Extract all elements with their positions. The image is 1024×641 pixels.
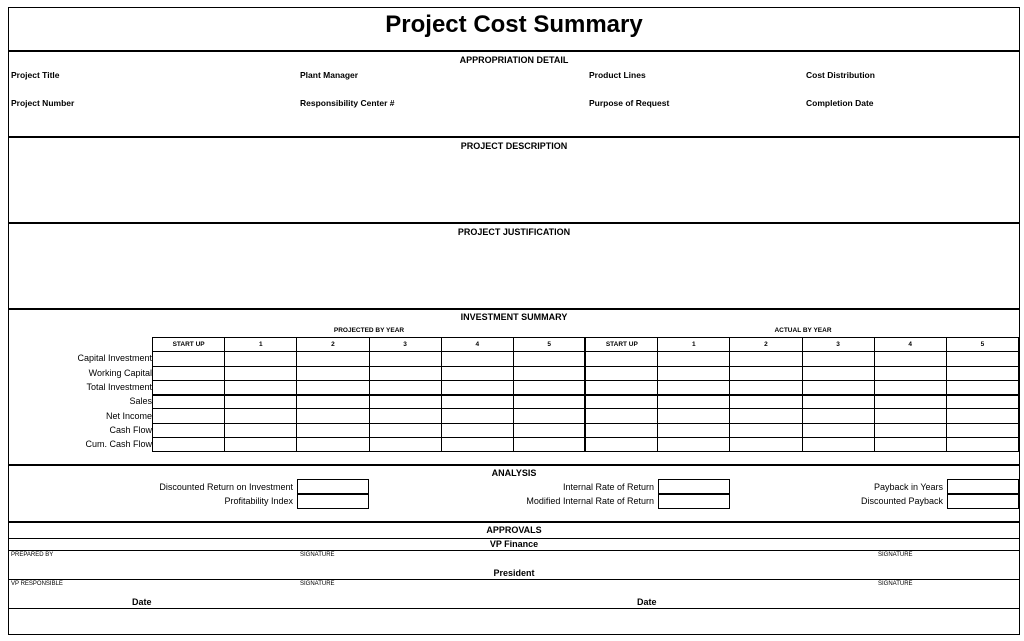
completion-date-label: Completion Date — [806, 98, 874, 108]
table-cell[interactable] — [874, 395, 946, 409]
table-cell[interactable] — [513, 380, 585, 394]
investment-table — [152, 337, 1019, 452]
column-header: START UP — [153, 338, 225, 352]
signature-label: SIGNATURE — [878, 552, 913, 558]
cost-summary-form — [8, 7, 1020, 635]
table-cell[interactable] — [441, 423, 513, 437]
table-cell[interactable] — [441, 409, 513, 423]
table-cell[interactable] — [297, 395, 369, 409]
table-cell[interactable] — [513, 438, 585, 452]
date-label: Date — [637, 597, 657, 607]
row-label-sales: Sales — [129, 396, 152, 406]
table-cell[interactable] — [369, 395, 441, 409]
table-cell[interactable] — [513, 423, 585, 437]
column-header: 4 — [441, 338, 513, 352]
row-label-capital-investment: Capital Investment — [77, 353, 152, 363]
justification-heading: PROJECT JUSTIFICATION — [457, 227, 571, 237]
date-label: Date — [132, 597, 152, 607]
table-cell[interactable] — [297, 352, 369, 366]
table-cell[interactable] — [369, 366, 441, 380]
cost-distribution-label: Cost Distribution — [806, 70, 875, 80]
table-cell[interactable] — [585, 409, 657, 423]
table-cell[interactable] — [585, 395, 657, 409]
table-cell[interactable] — [730, 438, 802, 452]
project-number-label: Project Number — [11, 98, 75, 108]
divider — [9, 608, 1019, 609]
table-cell[interactable] — [585, 366, 657, 380]
table-cell[interactable] — [225, 409, 297, 423]
table-cell[interactable] — [153, 366, 225, 380]
table-cell[interactable] — [225, 438, 297, 452]
table-cell[interactable] — [802, 409, 874, 423]
table-cell[interactable] — [297, 409, 369, 423]
table-cell[interactable] — [441, 438, 513, 452]
table-cell[interactable] — [441, 352, 513, 366]
table-header-row — [153, 338, 1019, 352]
table-cell[interactable] — [585, 352, 657, 366]
row-label-working-capital: Working Capital — [88, 368, 152, 378]
table-cell[interactable] — [946, 423, 1018, 437]
table-cell[interactable] — [802, 423, 874, 437]
purpose-of-request-label: Purpose of Request — [589, 98, 670, 108]
discounted-payback-input[interactable] — [947, 494, 1019, 509]
column-header: 1 — [658, 338, 730, 352]
table-row — [153, 380, 1019, 394]
vp-finance-label: VP Finance — [489, 539, 539, 549]
actual-by-year-label: ACTUAL BY YEAR — [774, 327, 832, 334]
column-header: 2 — [297, 338, 369, 352]
payback-years-input[interactable] — [947, 479, 1019, 494]
table-cell[interactable] — [153, 438, 225, 452]
table-cell[interactable] — [153, 352, 225, 366]
table-cell[interactable] — [585, 438, 657, 452]
payback-years-label: Payback in Years — [873, 482, 943, 492]
table-cell[interactable] — [874, 352, 946, 366]
table-cell[interactable] — [874, 380, 946, 394]
analysis-heading: ANALYSIS — [491, 468, 537, 478]
signature-label: SIGNATURE — [878, 581, 913, 587]
table-cell[interactable] — [802, 395, 874, 409]
row-label-cash-flow: Cash Flow — [109, 425, 152, 435]
table-cell[interactable] — [658, 423, 730, 437]
table-cell[interactable] — [297, 423, 369, 437]
description-heading: PROJECT DESCRIPTION — [460, 141, 568, 151]
prepared-by-label: PREPARED BY — [11, 552, 54, 558]
table-cell[interactable] — [658, 352, 730, 366]
table-row — [153, 352, 1019, 366]
divider — [9, 550, 1019, 551]
discounted-payback-label: Discounted Payback — [860, 496, 943, 506]
table-cell[interactable] — [802, 380, 874, 394]
row-label-net-income: Net Income — [105, 411, 152, 421]
table-cell[interactable] — [225, 423, 297, 437]
table-cell[interactable] — [658, 409, 730, 423]
table-cell[interactable] — [225, 380, 297, 394]
discounted-roi-label: Discounted Return on Investment — [159, 482, 293, 492]
table-cell[interactable] — [513, 366, 585, 380]
table-cell[interactable] — [297, 438, 369, 452]
table-cell[interactable] — [658, 366, 730, 380]
table-row — [153, 395, 1019, 409]
signature-label: SIGNATURE — [300, 581, 335, 587]
project-title-label: Project Title — [11, 70, 60, 80]
table-cell[interactable] — [730, 366, 802, 380]
president-label: President — [493, 568, 535, 578]
table-cell[interactable] — [225, 366, 297, 380]
table-cell[interactable] — [658, 380, 730, 394]
table-cell[interactable] — [658, 395, 730, 409]
row-label-total-investment: Total Investment — [86, 382, 152, 392]
table-cell[interactable] — [802, 366, 874, 380]
plant-manager-label: Plant Manager — [300, 70, 359, 80]
mirr-input[interactable] — [658, 494, 730, 509]
page-title: Project Cost Summary — [385, 11, 643, 38]
table-cell[interactable] — [153, 380, 225, 394]
divider — [9, 308, 1019, 310]
table-cell[interactable] — [225, 352, 297, 366]
table-cell[interactable] — [946, 380, 1018, 394]
vp-responsible-label: VP RESPONSIBLE — [11, 581, 63, 587]
table-cell[interactable] — [153, 395, 225, 409]
column-header: 1 — [225, 338, 297, 352]
divider — [9, 521, 1019, 523]
table-cell[interactable] — [874, 423, 946, 437]
investment-heading: INVESTMENT SUMMARY — [460, 312, 568, 322]
table-cell[interactable] — [730, 395, 802, 409]
profitability-index-input[interactable] — [297, 494, 369, 509]
table-cell[interactable] — [441, 380, 513, 394]
table-cell[interactable] — [874, 409, 946, 423]
table-cell[interactable] — [369, 352, 441, 366]
table-cell[interactable] — [585, 380, 657, 394]
column-header: 4 — [874, 338, 946, 352]
table-row — [153, 438, 1019, 452]
table-cell[interactable] — [369, 409, 441, 423]
table-cell[interactable] — [441, 395, 513, 409]
table-row — [153, 409, 1019, 423]
signature-label: SIGNATURE — [300, 552, 335, 558]
table-cell[interactable] — [297, 380, 369, 394]
appropriation-heading: APPROPRIATION DETAIL — [459, 55, 569, 65]
approvals-heading: APPROVALS — [486, 525, 542, 535]
divider — [9, 579, 1019, 580]
table-cell[interactable] — [153, 423, 225, 437]
column-header: START UP — [585, 338, 657, 352]
table-cell[interactable] — [297, 366, 369, 380]
table-cell[interactable] — [369, 423, 441, 437]
column-header: 3 — [369, 338, 441, 352]
table-cell[interactable] — [153, 409, 225, 423]
table-cell[interactable] — [585, 423, 657, 437]
table-cell[interactable] — [730, 409, 802, 423]
column-header: 3 — [802, 338, 874, 352]
table-cell[interactable] — [369, 380, 441, 394]
divider — [9, 222, 1019, 224]
product-lines-label: Product Lines — [589, 70, 646, 80]
table-cell[interactable] — [730, 380, 802, 394]
table-cell[interactable] — [513, 395, 585, 409]
table-cell[interactable] — [802, 352, 874, 366]
table-cell[interactable] — [225, 395, 297, 409]
table-cell[interactable] — [946, 409, 1018, 423]
column-header: 5 — [513, 338, 585, 352]
irr-input[interactable] — [658, 479, 730, 494]
divider — [9, 50, 1019, 52]
responsibility-center-label: Responsibility Center # — [300, 98, 395, 108]
mirr-label: Modified Internal Rate of Return — [526, 496, 654, 506]
table-cell[interactable] — [730, 423, 802, 437]
table-cell[interactable] — [946, 395, 1018, 409]
column-header: 5 — [946, 338, 1018, 352]
table-cell[interactable] — [441, 366, 513, 380]
divider — [9, 464, 1019, 466]
table-cell[interactable] — [730, 352, 802, 366]
column-header: 2 — [730, 338, 802, 352]
table-cell[interactable] — [802, 438, 874, 452]
table-row — [153, 366, 1019, 380]
projected-by-year-label: PROJECTED BY YEAR — [333, 327, 405, 334]
table-cell[interactable] — [946, 352, 1018, 366]
table-cell[interactable] — [513, 409, 585, 423]
profitability-index-label: Profitability Index — [224, 496, 293, 506]
table-cell[interactable] — [369, 438, 441, 452]
table-cell[interactable] — [946, 366, 1018, 380]
table-cell[interactable] — [658, 438, 730, 452]
table-cell[interactable] — [946, 438, 1018, 452]
discounted-roi-input[interactable] — [297, 479, 369, 494]
row-label-cum-cash-flow: Cum. Cash Flow — [85, 439, 152, 449]
table-cell[interactable] — [874, 438, 946, 452]
table-row — [153, 423, 1019, 437]
divider — [9, 136, 1019, 138]
table-cell[interactable] — [513, 352, 585, 366]
table-cell[interactable] — [874, 366, 946, 380]
irr-label: Internal Rate of Return — [562, 482, 654, 492]
